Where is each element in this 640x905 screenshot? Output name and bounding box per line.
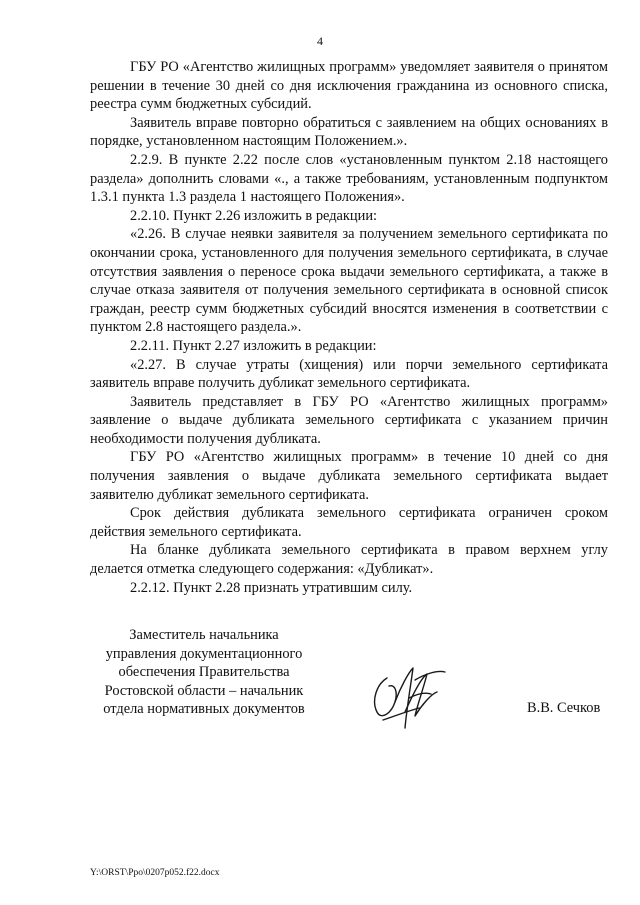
paragraph: На бланке дубликата земельного сертификата в правом верхнем углу делается отметка следующего содержания: «Дубликат». [90,542,608,578]
document-body [90,58,608,597]
paragraph: 2.2.12. Пункт 2.28 признать утратившим силу. [130,579,413,596]
paragraph: «2.26. В случае неявки заявителя за получением земельного сертификата по окончании срока, установленного для получения земельного сертификата, в случае отсутствия заявления о переносе срока выдачи земельного сертификата, а также в случае отказа заявителя от получения земельного сертификата в основной список граждан, реестр сумм бюджетных субсидий вносятся изменения в соответствии с пунктом 2.8 настоящего раздела.». [90,226,608,336]
signatory-name: В.В. Сечков [527,700,601,716]
position-line: отдела нормативных документов [103,701,305,718]
file-path: Y:\ORST\Ppo\0207p052.f22.docx [90,868,220,878]
position-line: Заместитель начальника [129,627,279,643]
paragraph: Срок действия дубликата земельного сертификата ограничен сроком действия земельного сертификата. [90,505,608,540]
paragraph: «2.27. В случае утраты (хищения) или порчи земельного сертификата заявитель вправе получить дубликат земельного сертификата. [90,356,608,392]
page-number: 4 [317,34,323,48]
paragraph: 2.2.11. Пункт 2.27 изложить в редакции: [130,337,377,354]
paragraph: Заявитель вправе повторно обратиться с заявлением на общих основаниях в порядке, установленном настоящим Положением.». [90,114,608,150]
paragraph: 2.2.9. В пункте 2.22 после слов «установленным пунктом 2.18 настоящего раздела» дополнить словами «., а также требованиям, установленным подпунктом 1.3.1 пункта 1.3 раздела 1 настоящего Положения». [90,151,608,206]
paragraph: ГБУ РО «Агентство жилищных программ» уведомляет заявителя о принятом решении в течение 30 дней со дня исключения гражданина из основного списка, реестра сумм бюджетных субсидий. [90,59,608,113]
position-line: обеспечения Правительства [118,664,290,681]
handwritten-signature [365,650,455,735]
signatory-position [88,626,320,719]
paragraph: ГБУ РО «Агентство жилищных программ» в течение 10 дней со дня получения заявления о выдаче дубликата земельного сертификата выдает заявителю дубликат земельного сертификата. [90,449,608,503]
position-line: Ростовской области – начальник [104,682,304,699]
position-line: управления документационного [105,645,303,662]
paragraph: 2.2.10. Пункт 2.26 изложить в редакции: [130,207,378,224]
paragraph: Заявитель представляет в ГБУ РО «Агентство жилищных программ» заявление о выдаче дубликата земельного сертификата с указанием причин необходимости получения дубликата. [90,393,608,447]
